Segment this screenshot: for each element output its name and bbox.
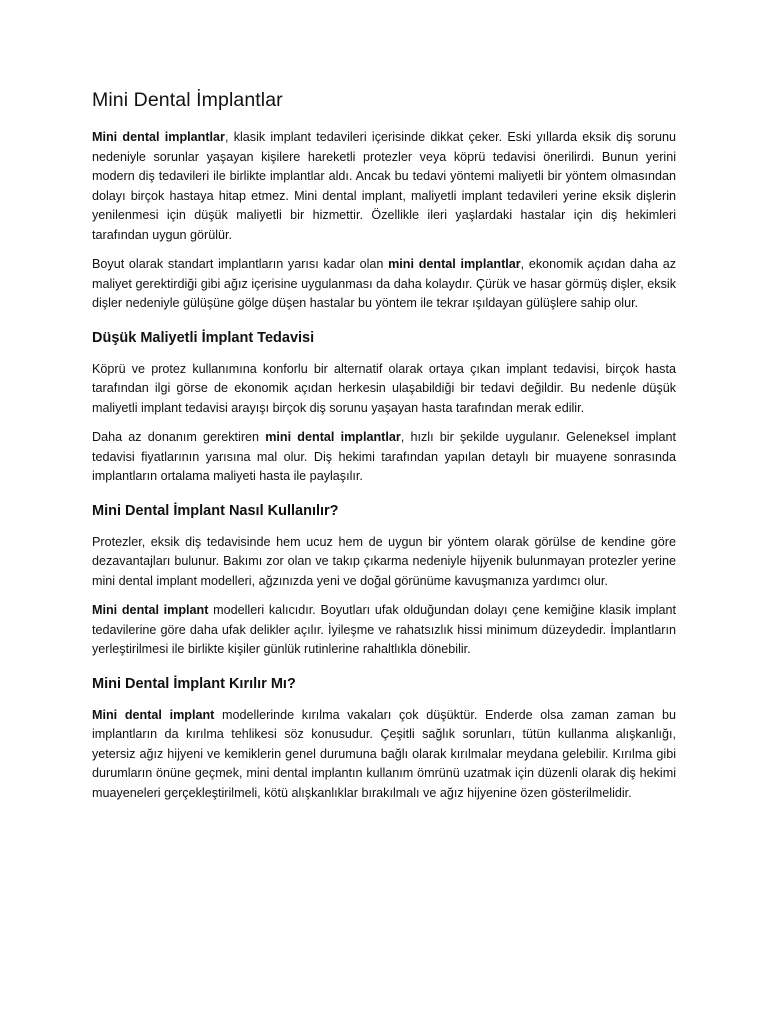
paragraph-text: , ekonomik açıdan daha az maliyet gerektirdiği gibi ağız içerisine uygulanması da daha kolaydır. Çürük ve hasar görmüş dişler, eksik dişler nedeniyle gülüşüne gölge düşen hastalar bu yöntem ile tekrar ışıldayan gülüşlere sahip olur. — [92, 257, 676, 310]
section-heading: Mini Dental İmplant Kırılır Mı? — [92, 675, 296, 692]
paragraph-text: , klasik implant tedavileri içerisinde dikkat çeker. Eski yıllarda eksik diş sorunu nedeniyle sorunlar yaşayan kişilere hareketli protezler veya köprü tedavisi önerilirdi. Bunun yerini modern diş tedavileri ile birlikte implantlar aldı. Ancak bu tedavi yöntemi maliyetli bir yöntem olmasından dolayı birçok hastaya hitap etmez. Mini dental implant, maliyetli implant tedavileri yerine eksik dişlerin yenilenmesi için düşük maliyetli bir hizmettir. Özellikle ileri yaşlardaki hastalar için diş hekimleri tarafından uygun görülür. — [92, 130, 677, 242]
paragraph — [92, 255, 676, 314]
paragraph — [92, 360, 676, 419]
bold-term: Mini dental implant — [92, 603, 209, 617]
paragraph — [92, 533, 676, 592]
paragraph-text: modelleri kalıcıdır. Boyutları ufak olduğundan dolayı çene kemiğine klasik implant tedavilerine göre daha ufak delikler açılır. İyileşme ve rahatsızlık hissi minimum düzeydedir. İmplantların yerleştirilmesi ile birlikte kişiler günlük rutinlerine rahaltlıkla dönebilir. — [92, 603, 677, 656]
paragraph-text: Köprü ve protez kullanımına konforlu bir alternatif olarak ortaya çıkan implant tedavisi, birçok hasta tarafından ilgi görse de ekonomik açıdan herkesin ulaşabildiği bir tedavi değildir. Bu nedenle düşük maliyetli implant tedavisi arayışı birçok diş sorunu yaşayan hasta tarafından merak edilir. — [92, 361, 676, 415]
bold-term: Mini dental implantlar — [92, 130, 225, 144]
page-title: Mini Dental İmplantlar — [92, 89, 283, 111]
paragraph-text: Protezler, eksik diş tedavisinde hem ucuz hem de uygun bir yöntem olarak görülse de kendine göre dezavantajları bulunur. Bakımı zor olan ve takıp çıkarma nedeniyle hijyenik bulunmayan protezler yerine mini dental implant modelleri, ağzınızda yeni ve doğal görünüme kavuşmanıza yardımcı olur. — [92, 534, 676, 588]
bold-term: Mini dental implant — [92, 707, 215, 722]
paragraph — [92, 428, 676, 487]
paragraph-text: , hızlı bir şekilde uygulanır. Geleneksel implant tedavisi fiyatlarının yarısına mal olur. Diş hekimi tarafından yapılan detaylı bir muayene sonrasında implantların ortalama maliyeti hasta ile paylaşılır. — [92, 430, 676, 483]
paragraph-text: Boyut olarak standart implantların yarısı kadar olan — [92, 257, 389, 271]
paragraph-text: Daha az donanım gerektiren — [92, 430, 266, 444]
bold-term: mini dental implantlar — [388, 257, 521, 271]
section-heading: Düşük Maliyetli İmplant Tedavisi — [92, 329, 315, 346]
paragraph — [92, 128, 676, 245]
bold-term: mini dental implantlar — [265, 430, 401, 444]
section-heading: Mini Dental İmplant Nasıl Kullanılır? — [92, 502, 339, 519]
paragraph — [92, 601, 676, 660]
document-body — [92, 86, 676, 813]
paragraph — [92, 706, 676, 804]
paragraph-text: modellerinde kırılma vakaları çok düşüktür. Enderde olsa zaman zaman bu implantların da kırılma tehlikesi söz konusudur. Çeşitli sağlık sorunları, tütün kullanma alışkanlığı, yetersiz ağız hijyeni ve kemiklerin genel durumuna bağlı olarak kırılmalar meydana gelebilir. Kırılma gibi durumların önüne geçmek, mini dental implantın kullanım ömrünü uzatmak için düzenli olarak diş hekimi muayeneleri gerçekleştirilmeli, kötü alışkanlıklar bırakılmalı ve ağız hijyenine özen gösterilmelidir. — [92, 707, 676, 800]
